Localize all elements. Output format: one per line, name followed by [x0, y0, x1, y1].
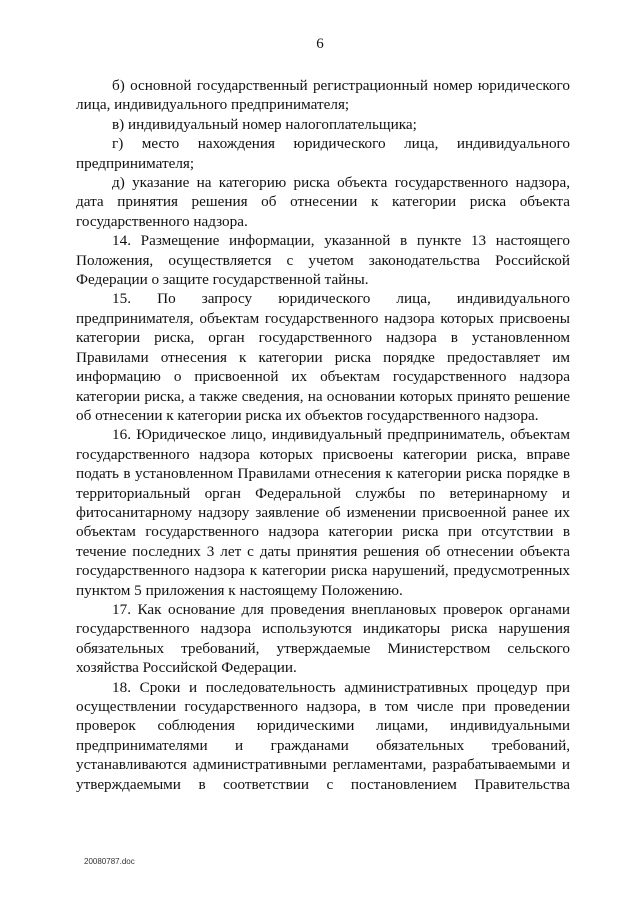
document-body: [76, 76, 570, 794]
page-number: 6: [316, 36, 324, 52]
paragraph-15: 15. По запросу юридического лица, индивидуального предпринимателя, объектам государственного надзора которых присвоены категории риска, орган государственного надзора в установленном Правилами отнесения к категории риска порядке предоставляет им информацию о присвоенной их объектам государственного надзора категории риска, а также сведения, на основании которых принято решение об отнесении к категории риска их объектов государственного надзора.: [76, 290, 570, 424]
paragraph-17: 17. Как основание для проведения внеплановых проверок органами государственного надзора используются индикаторы риска нарушения обязательных требований, утверждаемые Министерством сельского хозяйства Российской Федерации.: [76, 600, 570, 677]
paragraph-18: 18. Сроки и последовательность административных процедур при осуществлении государственного надзора, в том числе при проведении проверок соблюдения юридическими лицами, индивидуальными предпринимателями и гражданами обязательных требований, устанавливаются административными регламентами, разрабатываемыми и утверждаемыми в соответствии с постановлением Правительства: [76, 678, 570, 793]
paragraph-v: в) индивидуальный номер налогоплательщика;: [112, 115, 417, 133]
footer-filename: 20080787.doc: [84, 857, 135, 866]
paragraph-d: д) указание на категорию риска объекта государственного надзора, дата принятия решения об отнесении к категории риска объекта государственного надзора.: [76, 174, 570, 230]
paragraph-16: 16. Юридическое лицо, индивидуальный предприниматель, объектам государственного надзора которых присвоены категории риска, вправе подать в установленном Правилами отнесения к категории риска порядке в территориальный орган Федеральной службы по ветеринарному и фитосанитарному надзору заявление об изменении присвоенной ранее их объектам государственного надзора категории риска при отсутствии в течение последних 3 лет с даты принятия решения об отнесении объекта государственного надзора к категории риска нарушений, предусмотренных пунктом 5 приложения к настоящему Положению.: [76, 426, 570, 599]
paragraph-14: 14. Размещение информации, указанной в пункте 13 настоящего Положения, осуществляется с учетом законодательства Российской Федерации о защите государственной тайны.: [76, 232, 570, 289]
paragraph-b: б) основной государственный регистрационный номер юридического лица, индивидуального предпринимателя;: [76, 77, 570, 114]
paragraph-g: г) место нахождения юридического лица, индивидуального предпринимателя;: [76, 135, 570, 172]
